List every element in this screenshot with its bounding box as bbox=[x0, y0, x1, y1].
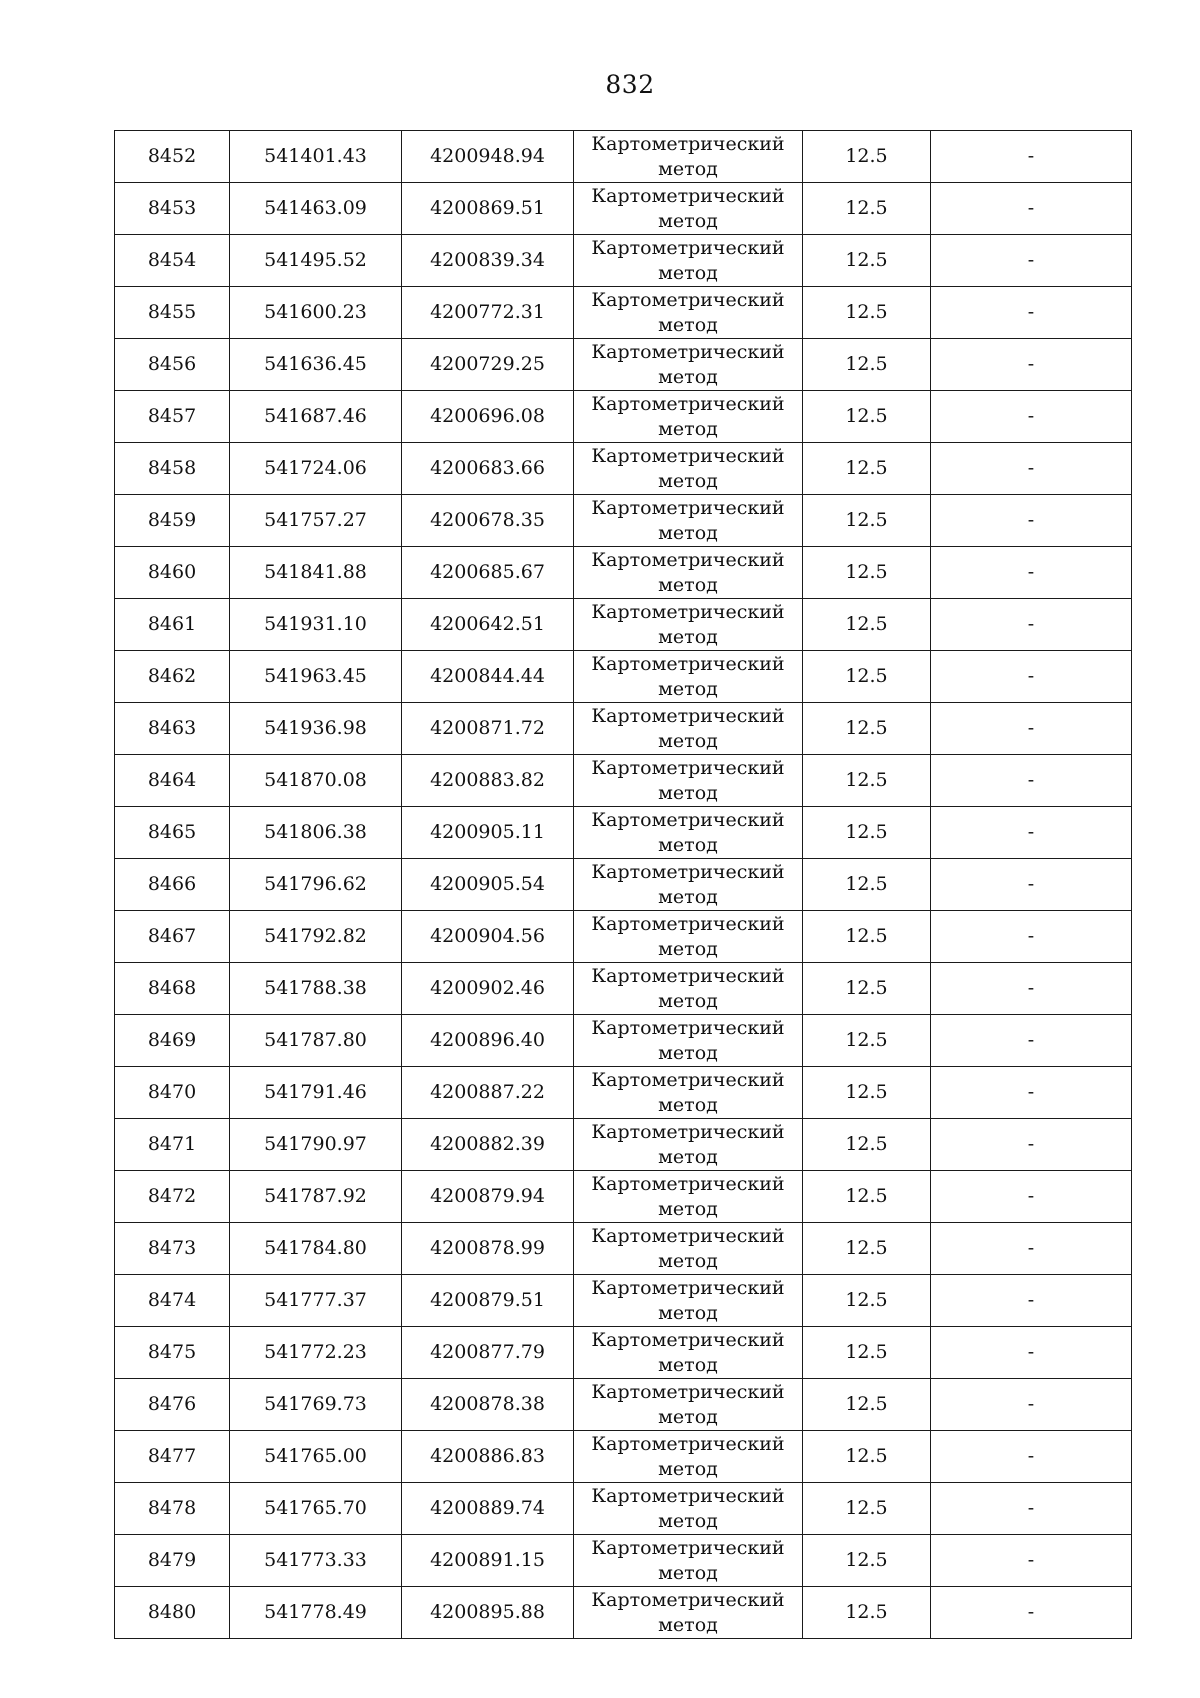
y-coordinate-cell: 4200878.38 bbox=[402, 1379, 574, 1431]
note-cell: - bbox=[931, 1431, 1132, 1483]
accuracy-cell: 12.5 bbox=[803, 599, 931, 651]
table-row bbox=[115, 1535, 1132, 1587]
note-cell: - bbox=[931, 1119, 1132, 1171]
method-cell: Картометрический метод bbox=[574, 1327, 803, 1379]
x-coordinate-cell: 541787.80 bbox=[230, 1015, 402, 1067]
y-coordinate-cell: 4200871.72 bbox=[402, 703, 574, 755]
point-number-cell: 8476 bbox=[115, 1379, 230, 1431]
table-row bbox=[115, 287, 1132, 339]
x-coordinate-cell: 541769.73 bbox=[230, 1379, 402, 1431]
x-coordinate-cell: 541787.92 bbox=[230, 1171, 402, 1223]
accuracy-cell: 12.5 bbox=[803, 495, 931, 547]
table-row bbox=[115, 1431, 1132, 1483]
note-cell: - bbox=[931, 1587, 1132, 1639]
method-cell: Картометрический метод bbox=[574, 755, 803, 807]
table-row bbox=[115, 1171, 1132, 1223]
accuracy-cell: 12.5 bbox=[803, 1379, 931, 1431]
x-coordinate-cell: 541791.46 bbox=[230, 1067, 402, 1119]
note-cell: - bbox=[931, 391, 1132, 443]
accuracy-cell: 12.5 bbox=[803, 287, 931, 339]
method-cell: Картометрический метод bbox=[574, 599, 803, 651]
y-coordinate-cell: 4200642.51 bbox=[402, 599, 574, 651]
accuracy-cell: 12.5 bbox=[803, 1587, 931, 1639]
y-coordinate-cell: 4200696.08 bbox=[402, 391, 574, 443]
accuracy-cell: 12.5 bbox=[803, 807, 931, 859]
point-number-cell: 8473 bbox=[115, 1223, 230, 1275]
x-coordinate-cell: 541773.33 bbox=[230, 1535, 402, 1587]
method-cell: Картометрический метод bbox=[574, 131, 803, 183]
note-cell: - bbox=[931, 1171, 1132, 1223]
coordinates-table bbox=[114, 130, 1132, 1639]
method-cell: Картометрический метод bbox=[574, 443, 803, 495]
x-coordinate-cell: 541963.45 bbox=[230, 651, 402, 703]
method-cell: Картометрический метод bbox=[574, 1483, 803, 1535]
point-number-cell: 8470 bbox=[115, 1067, 230, 1119]
x-coordinate-cell: 541796.62 bbox=[230, 859, 402, 911]
table-row bbox=[115, 183, 1132, 235]
accuracy-cell: 12.5 bbox=[803, 131, 931, 183]
method-cell: Картометрический метод bbox=[574, 703, 803, 755]
table-row bbox=[115, 1119, 1132, 1171]
table-row bbox=[115, 963, 1132, 1015]
x-coordinate-cell: 541772.23 bbox=[230, 1327, 402, 1379]
point-number-cell: 8459 bbox=[115, 495, 230, 547]
note-cell: - bbox=[931, 339, 1132, 391]
table-row bbox=[115, 391, 1132, 443]
table-row bbox=[115, 495, 1132, 547]
y-coordinate-cell: 4200887.22 bbox=[402, 1067, 574, 1119]
accuracy-cell: 12.5 bbox=[803, 235, 931, 287]
accuracy-cell: 12.5 bbox=[803, 651, 931, 703]
y-coordinate-cell: 4200879.51 bbox=[402, 1275, 574, 1327]
method-cell: Картометрический метод bbox=[574, 1275, 803, 1327]
x-coordinate-cell: 541931.10 bbox=[230, 599, 402, 651]
note-cell: - bbox=[931, 859, 1132, 911]
y-coordinate-cell: 4200889.74 bbox=[402, 1483, 574, 1535]
x-coordinate-cell: 541757.27 bbox=[230, 495, 402, 547]
table-row bbox=[115, 651, 1132, 703]
y-coordinate-cell: 4200948.94 bbox=[402, 131, 574, 183]
note-cell: - bbox=[931, 599, 1132, 651]
table-row bbox=[115, 1483, 1132, 1535]
accuracy-cell: 12.5 bbox=[803, 547, 931, 599]
x-coordinate-cell: 541806.38 bbox=[230, 807, 402, 859]
accuracy-cell: 12.5 bbox=[803, 339, 931, 391]
point-number-cell: 8469 bbox=[115, 1015, 230, 1067]
method-cell: Картометрический метод bbox=[574, 547, 803, 599]
point-number-cell: 8479 bbox=[115, 1535, 230, 1587]
point-number-cell: 8465 bbox=[115, 807, 230, 859]
accuracy-cell: 12.5 bbox=[803, 183, 931, 235]
method-cell: Картометрический метод bbox=[574, 1067, 803, 1119]
y-coordinate-cell: 4200883.82 bbox=[402, 755, 574, 807]
note-cell: - bbox=[931, 443, 1132, 495]
table-row bbox=[115, 911, 1132, 963]
note-cell: - bbox=[931, 1275, 1132, 1327]
point-number-cell: 8457 bbox=[115, 391, 230, 443]
method-cell: Картометрический метод bbox=[574, 1379, 803, 1431]
method-cell: Картометрический метод bbox=[574, 1587, 803, 1639]
y-coordinate-cell: 4200905.11 bbox=[402, 807, 574, 859]
accuracy-cell: 12.5 bbox=[803, 963, 931, 1015]
point-number-cell: 8461 bbox=[115, 599, 230, 651]
method-cell: Картометрический метод bbox=[574, 963, 803, 1015]
y-coordinate-cell: 4200772.31 bbox=[402, 287, 574, 339]
y-coordinate-cell: 4200844.44 bbox=[402, 651, 574, 703]
table-row bbox=[115, 1379, 1132, 1431]
accuracy-cell: 12.5 bbox=[803, 1067, 931, 1119]
note-cell: - bbox=[931, 963, 1132, 1015]
table-row bbox=[115, 1067, 1132, 1119]
accuracy-cell: 12.5 bbox=[803, 1171, 931, 1223]
note-cell: - bbox=[931, 651, 1132, 703]
point-number-cell: 8474 bbox=[115, 1275, 230, 1327]
table-row bbox=[115, 859, 1132, 911]
y-coordinate-cell: 4200879.94 bbox=[402, 1171, 574, 1223]
method-cell: Картометрический метод bbox=[574, 1535, 803, 1587]
note-cell: - bbox=[931, 1015, 1132, 1067]
table-row bbox=[115, 1587, 1132, 1639]
point-number-cell: 8455 bbox=[115, 287, 230, 339]
table-row bbox=[115, 547, 1132, 599]
method-cell: Картометрический метод bbox=[574, 859, 803, 911]
x-coordinate-cell: 541401.43 bbox=[230, 131, 402, 183]
point-number-cell: 8477 bbox=[115, 1431, 230, 1483]
note-cell: - bbox=[931, 703, 1132, 755]
method-cell: Картометрический метод bbox=[574, 1119, 803, 1171]
y-coordinate-cell: 4200729.25 bbox=[402, 339, 574, 391]
note-cell: - bbox=[931, 755, 1132, 807]
note-cell: - bbox=[931, 1223, 1132, 1275]
y-coordinate-cell: 4200685.67 bbox=[402, 547, 574, 599]
x-coordinate-cell: 541495.52 bbox=[230, 235, 402, 287]
table-row bbox=[115, 1275, 1132, 1327]
accuracy-cell: 12.5 bbox=[803, 1223, 931, 1275]
note-cell: - bbox=[931, 1379, 1132, 1431]
x-coordinate-cell: 541792.82 bbox=[230, 911, 402, 963]
table-row bbox=[115, 1327, 1132, 1379]
note-cell: - bbox=[931, 911, 1132, 963]
method-cell: Картометрический метод bbox=[574, 1171, 803, 1223]
accuracy-cell: 12.5 bbox=[803, 703, 931, 755]
y-coordinate-cell: 4200878.99 bbox=[402, 1223, 574, 1275]
point-number-cell: 8452 bbox=[115, 131, 230, 183]
method-cell: Картометрический метод bbox=[574, 391, 803, 443]
point-number-cell: 8478 bbox=[115, 1483, 230, 1535]
table-row bbox=[115, 599, 1132, 651]
accuracy-cell: 12.5 bbox=[803, 443, 931, 495]
point-number-cell: 8454 bbox=[115, 235, 230, 287]
x-coordinate-cell: 541636.45 bbox=[230, 339, 402, 391]
y-coordinate-cell: 4200877.79 bbox=[402, 1327, 574, 1379]
note-cell: - bbox=[931, 807, 1132, 859]
accuracy-cell: 12.5 bbox=[803, 1483, 931, 1535]
y-coordinate-cell: 4200869.51 bbox=[402, 183, 574, 235]
accuracy-cell: 12.5 bbox=[803, 1275, 931, 1327]
table-row bbox=[115, 443, 1132, 495]
x-coordinate-cell: 541790.97 bbox=[230, 1119, 402, 1171]
method-cell: Картометрический метод bbox=[574, 235, 803, 287]
accuracy-cell: 12.5 bbox=[803, 911, 931, 963]
method-cell: Картометрический метод bbox=[574, 651, 803, 703]
accuracy-cell: 12.5 bbox=[803, 1327, 931, 1379]
table-row bbox=[115, 339, 1132, 391]
note-cell: - bbox=[931, 131, 1132, 183]
point-number-cell: 8464 bbox=[115, 755, 230, 807]
point-number-cell: 8460 bbox=[115, 547, 230, 599]
note-cell: - bbox=[931, 1327, 1132, 1379]
point-number-cell: 8456 bbox=[115, 339, 230, 391]
method-cell: Картометрический метод bbox=[574, 495, 803, 547]
accuracy-cell: 12.5 bbox=[803, 1119, 931, 1171]
point-number-cell: 8480 bbox=[115, 1587, 230, 1639]
page-number: 832 bbox=[605, 70, 655, 99]
method-cell: Картометрический метод bbox=[574, 287, 803, 339]
y-coordinate-cell: 4200678.35 bbox=[402, 495, 574, 547]
x-coordinate-cell: 541687.46 bbox=[230, 391, 402, 443]
x-coordinate-cell: 541788.38 bbox=[230, 963, 402, 1015]
accuracy-cell: 12.5 bbox=[803, 1431, 931, 1483]
x-coordinate-cell: 541841.88 bbox=[230, 547, 402, 599]
note-cell: - bbox=[931, 1483, 1132, 1535]
point-number-cell: 8467 bbox=[115, 911, 230, 963]
x-coordinate-cell: 541777.37 bbox=[230, 1275, 402, 1327]
x-coordinate-cell: 541765.00 bbox=[230, 1431, 402, 1483]
x-coordinate-cell: 541870.08 bbox=[230, 755, 402, 807]
y-coordinate-cell: 4200905.54 bbox=[402, 859, 574, 911]
y-coordinate-cell: 4200683.66 bbox=[402, 443, 574, 495]
point-number-cell: 8462 bbox=[115, 651, 230, 703]
x-coordinate-cell: 541936.98 bbox=[230, 703, 402, 755]
accuracy-cell: 12.5 bbox=[803, 1535, 931, 1587]
table-row bbox=[115, 1015, 1132, 1067]
table-row bbox=[115, 755, 1132, 807]
table-row bbox=[115, 131, 1132, 183]
table-row bbox=[115, 807, 1132, 859]
y-coordinate-cell: 4200896.40 bbox=[402, 1015, 574, 1067]
point-number-cell: 8471 bbox=[115, 1119, 230, 1171]
y-coordinate-cell: 4200886.83 bbox=[402, 1431, 574, 1483]
method-cell: Картометрический метод bbox=[574, 911, 803, 963]
accuracy-cell: 12.5 bbox=[803, 1015, 931, 1067]
note-cell: - bbox=[931, 1067, 1132, 1119]
y-coordinate-cell: 4200891.15 bbox=[402, 1535, 574, 1587]
x-coordinate-cell: 541778.49 bbox=[230, 1587, 402, 1639]
note-cell: - bbox=[931, 183, 1132, 235]
method-cell: Картометрический метод bbox=[574, 183, 803, 235]
method-cell: Картометрический метод bbox=[574, 1431, 803, 1483]
accuracy-cell: 12.5 bbox=[803, 755, 931, 807]
method-cell: Картометрический метод bbox=[574, 339, 803, 391]
note-cell: - bbox=[931, 495, 1132, 547]
y-coordinate-cell: 4200904.56 bbox=[402, 911, 574, 963]
point-number-cell: 8463 bbox=[115, 703, 230, 755]
accuracy-cell: 12.5 bbox=[803, 391, 931, 443]
method-cell: Картометрический метод bbox=[574, 807, 803, 859]
x-coordinate-cell: 541765.70 bbox=[230, 1483, 402, 1535]
accuracy-cell: 12.5 bbox=[803, 859, 931, 911]
method-cell: Картометрический метод bbox=[574, 1015, 803, 1067]
point-number-cell: 8453 bbox=[115, 183, 230, 235]
x-coordinate-cell: 541463.09 bbox=[230, 183, 402, 235]
table-body bbox=[115, 131, 1132, 1639]
note-cell: - bbox=[931, 287, 1132, 339]
x-coordinate-cell: 541600.23 bbox=[230, 287, 402, 339]
x-coordinate-cell: 541724.06 bbox=[230, 443, 402, 495]
note-cell: - bbox=[931, 235, 1132, 287]
table-row bbox=[115, 235, 1132, 287]
y-coordinate-cell: 4200902.46 bbox=[402, 963, 574, 1015]
table-row bbox=[115, 1223, 1132, 1275]
y-coordinate-cell: 4200895.88 bbox=[402, 1587, 574, 1639]
method-cell: Картометрический метод bbox=[574, 1223, 803, 1275]
y-coordinate-cell: 4200882.39 bbox=[402, 1119, 574, 1171]
point-number-cell: 8466 bbox=[115, 859, 230, 911]
note-cell: - bbox=[931, 547, 1132, 599]
point-number-cell: 8475 bbox=[115, 1327, 230, 1379]
point-number-cell: 8472 bbox=[115, 1171, 230, 1223]
point-number-cell: 8458 bbox=[115, 443, 230, 495]
y-coordinate-cell: 4200839.34 bbox=[402, 235, 574, 287]
x-coordinate-cell: 541784.80 bbox=[230, 1223, 402, 1275]
note-cell: - bbox=[931, 1535, 1132, 1587]
table-row bbox=[115, 703, 1132, 755]
point-number-cell: 8468 bbox=[115, 963, 230, 1015]
